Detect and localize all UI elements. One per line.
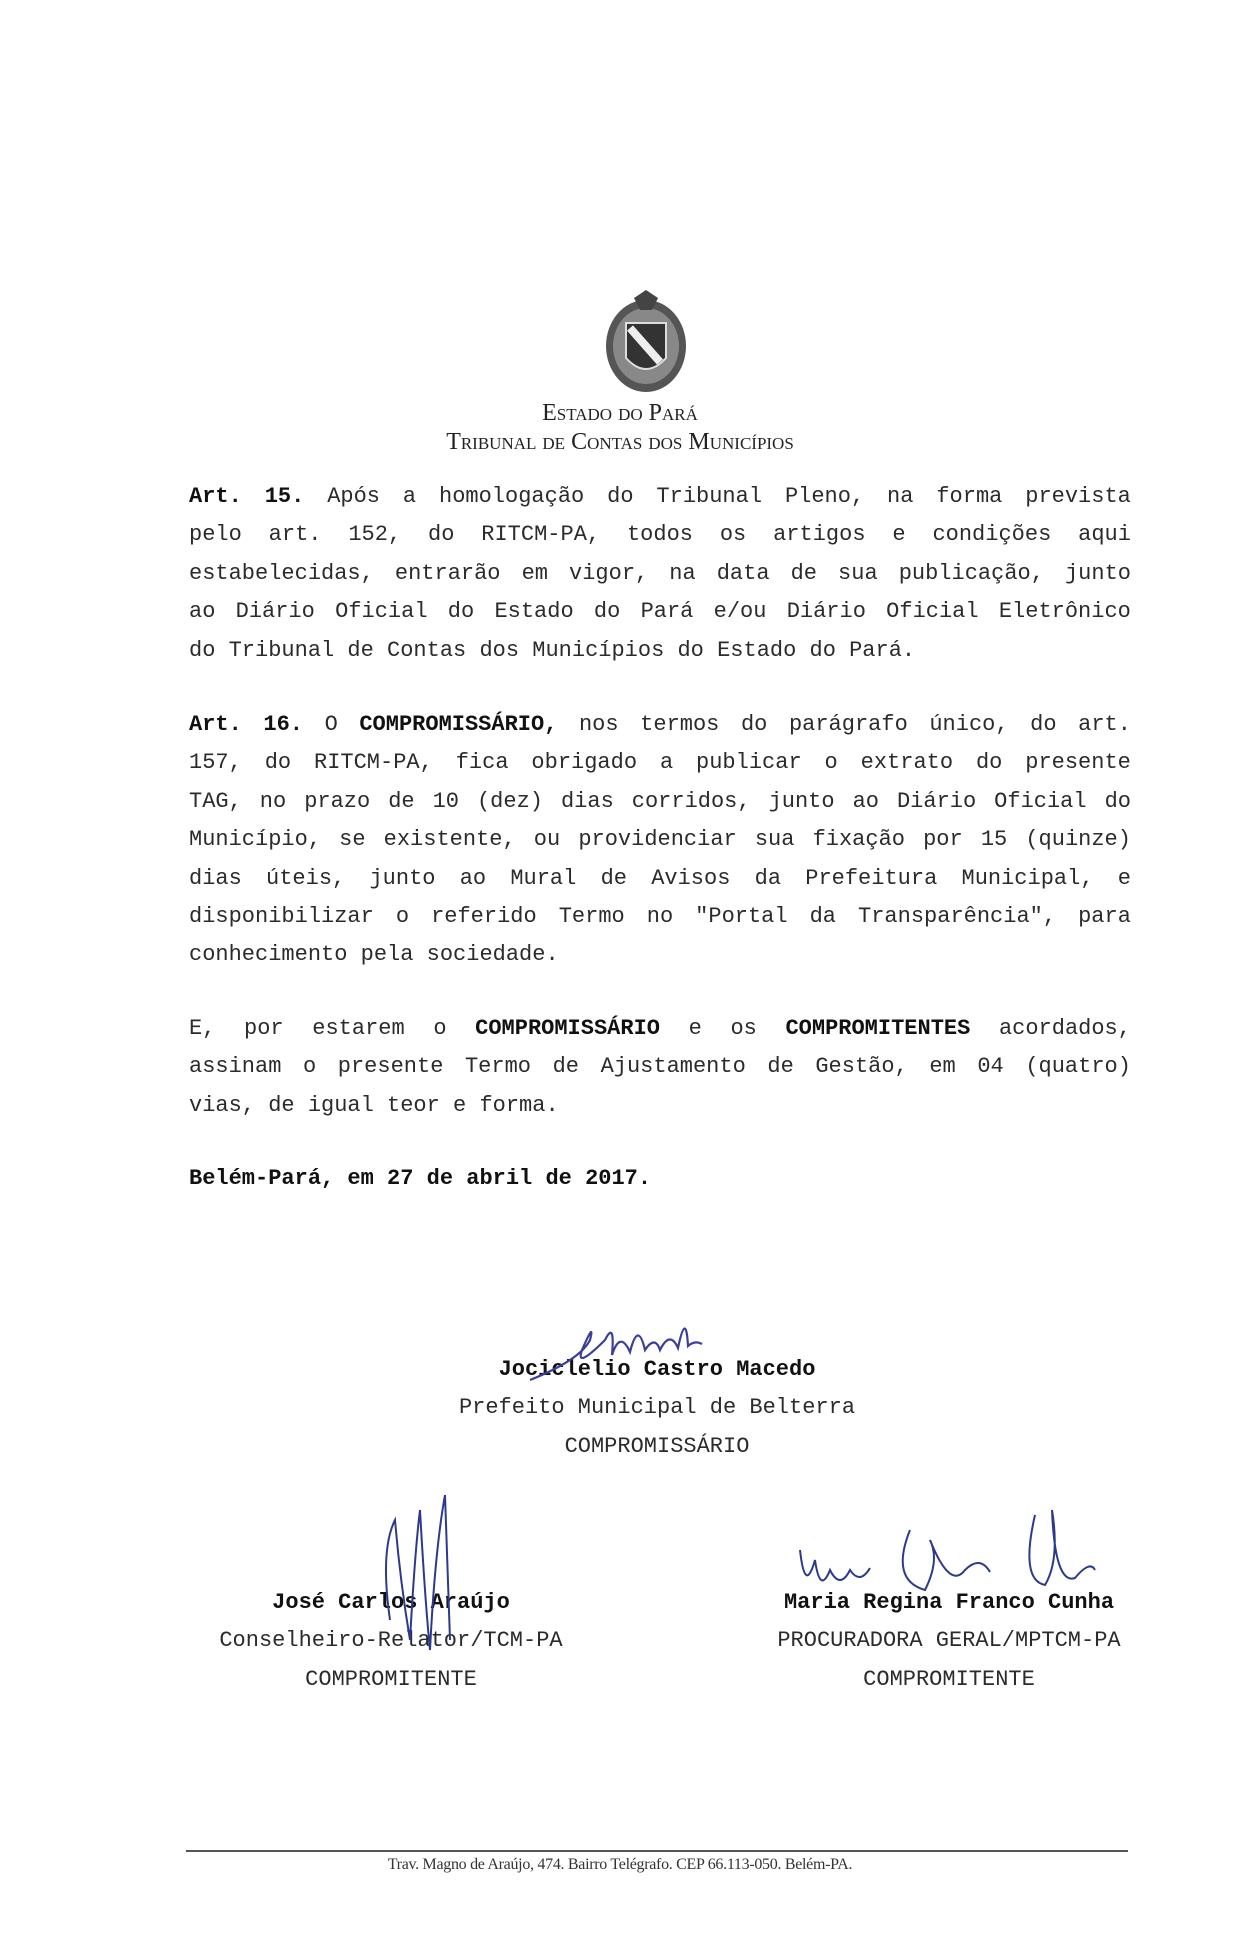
- header-state: Estado do Pará: [542, 400, 698, 426]
- paragraph-art-15: [189, 478, 1131, 670]
- text-line: disponibilizar o referido Termo no "Portal da Transparência", para: [189, 904, 1131, 930]
- text-line: [189, 1160, 1131, 1198]
- text-line: [189, 1087, 1131, 1125]
- place-date: [189, 1160, 1131, 1198]
- text-line: TAG, no prazo de 10 (dez) dias corridos, junto ao Diário Oficial do: [189, 788, 1131, 814]
- text-line: assinam o presente Termo de Ajustamento de Gestão, em 04 (quatro): [189, 1054, 1131, 1080]
- text-line: Art. 16. O COMPROMISSÁRIO, nos termos do parágrafo único, do art.: [189, 712, 1131, 737]
- signature-block-compromissario: [457, 1351, 857, 1466]
- text-line: Município, se existente, ou providenciar sua fixação por 15 (quinze): [189, 827, 1131, 853]
- text-line: E, por estarem o COMPROMISSÁRIO e os COMPROMITENTES acordados,: [189, 1016, 1131, 1041]
- header-court: Tribunal de Contas dos Municípios: [446, 429, 794, 455]
- signatory-party: COMPROMITENTE: [305, 1666, 477, 1692]
- signatory-role: PROCURADORA GERAL/MPTCM-PA: [777, 1628, 1121, 1654]
- text-line: dias úteis, junto ao Mural de Avisos da Prefeitura Municipal, e: [189, 865, 1131, 891]
- text-line: estabelecidas, entrarão em vigor, na data de sua publicação, junto: [189, 560, 1131, 586]
- signatory-role: Prefeito Municipal de Belterra: [458, 1395, 856, 1421]
- signatory-role: Conselheiro-Relator/TCM-PA: [219, 1628, 563, 1654]
- footer-address: Trav. Magno de Araújo, 474. Bairro Telégrafo. CEP 66.113-050. Belém-PA.: [387, 1856, 853, 1873]
- signatory-party: COMPROMISSÁRIO: [564, 1433, 750, 1459]
- footer-divider: [186, 1850, 1128, 1852]
- text-line: Art. 15. Após a homologação do Tribunal Pleno, na forma prevista: [189, 484, 1131, 509]
- text-line: [189, 936, 1131, 974]
- bold-text: Belém-Pará, em 27 de abril de 2017.: [189, 1166, 652, 1191]
- text: conhecimento pela sociedade.: [189, 942, 559, 968]
- text-line: [189, 632, 1131, 670]
- signatory-name: José Carlos Araújo: [272, 1590, 510, 1615]
- paragraph-art-16: [189, 706, 1131, 975]
- signature-block-procuradora: [749, 1584, 1149, 1699]
- text: vias, de igual teor e forma.: [189, 1092, 559, 1118]
- paragraph-closing: [189, 1010, 1131, 1125]
- signatory-name: Maria Regina Franco Cunha: [783, 1590, 1115, 1615]
- state-coat-of-arms-seal: [600, 288, 692, 398]
- signature-block-relator: [191, 1584, 591, 1699]
- signatory-party: COMPROMITENTE: [863, 1666, 1035, 1692]
- text-line: pelo art. 152, do RITCM-PA, todos os artigos e condições aqui: [189, 522, 1131, 548]
- signatory-name: Jociclelio Castro Macedo: [498, 1357, 816, 1382]
- text-line: ao Diário Oficial do Estado do Pará e/ou Diário Oficial Eletrônico: [189, 599, 1131, 625]
- text: do Tribunal de Contas dos Municípios do Estado do Pará.: [189, 637, 916, 663]
- text-line: 157, do RITCM-PA, fica obrigado a publicar o extrato do presente: [189, 750, 1131, 776]
